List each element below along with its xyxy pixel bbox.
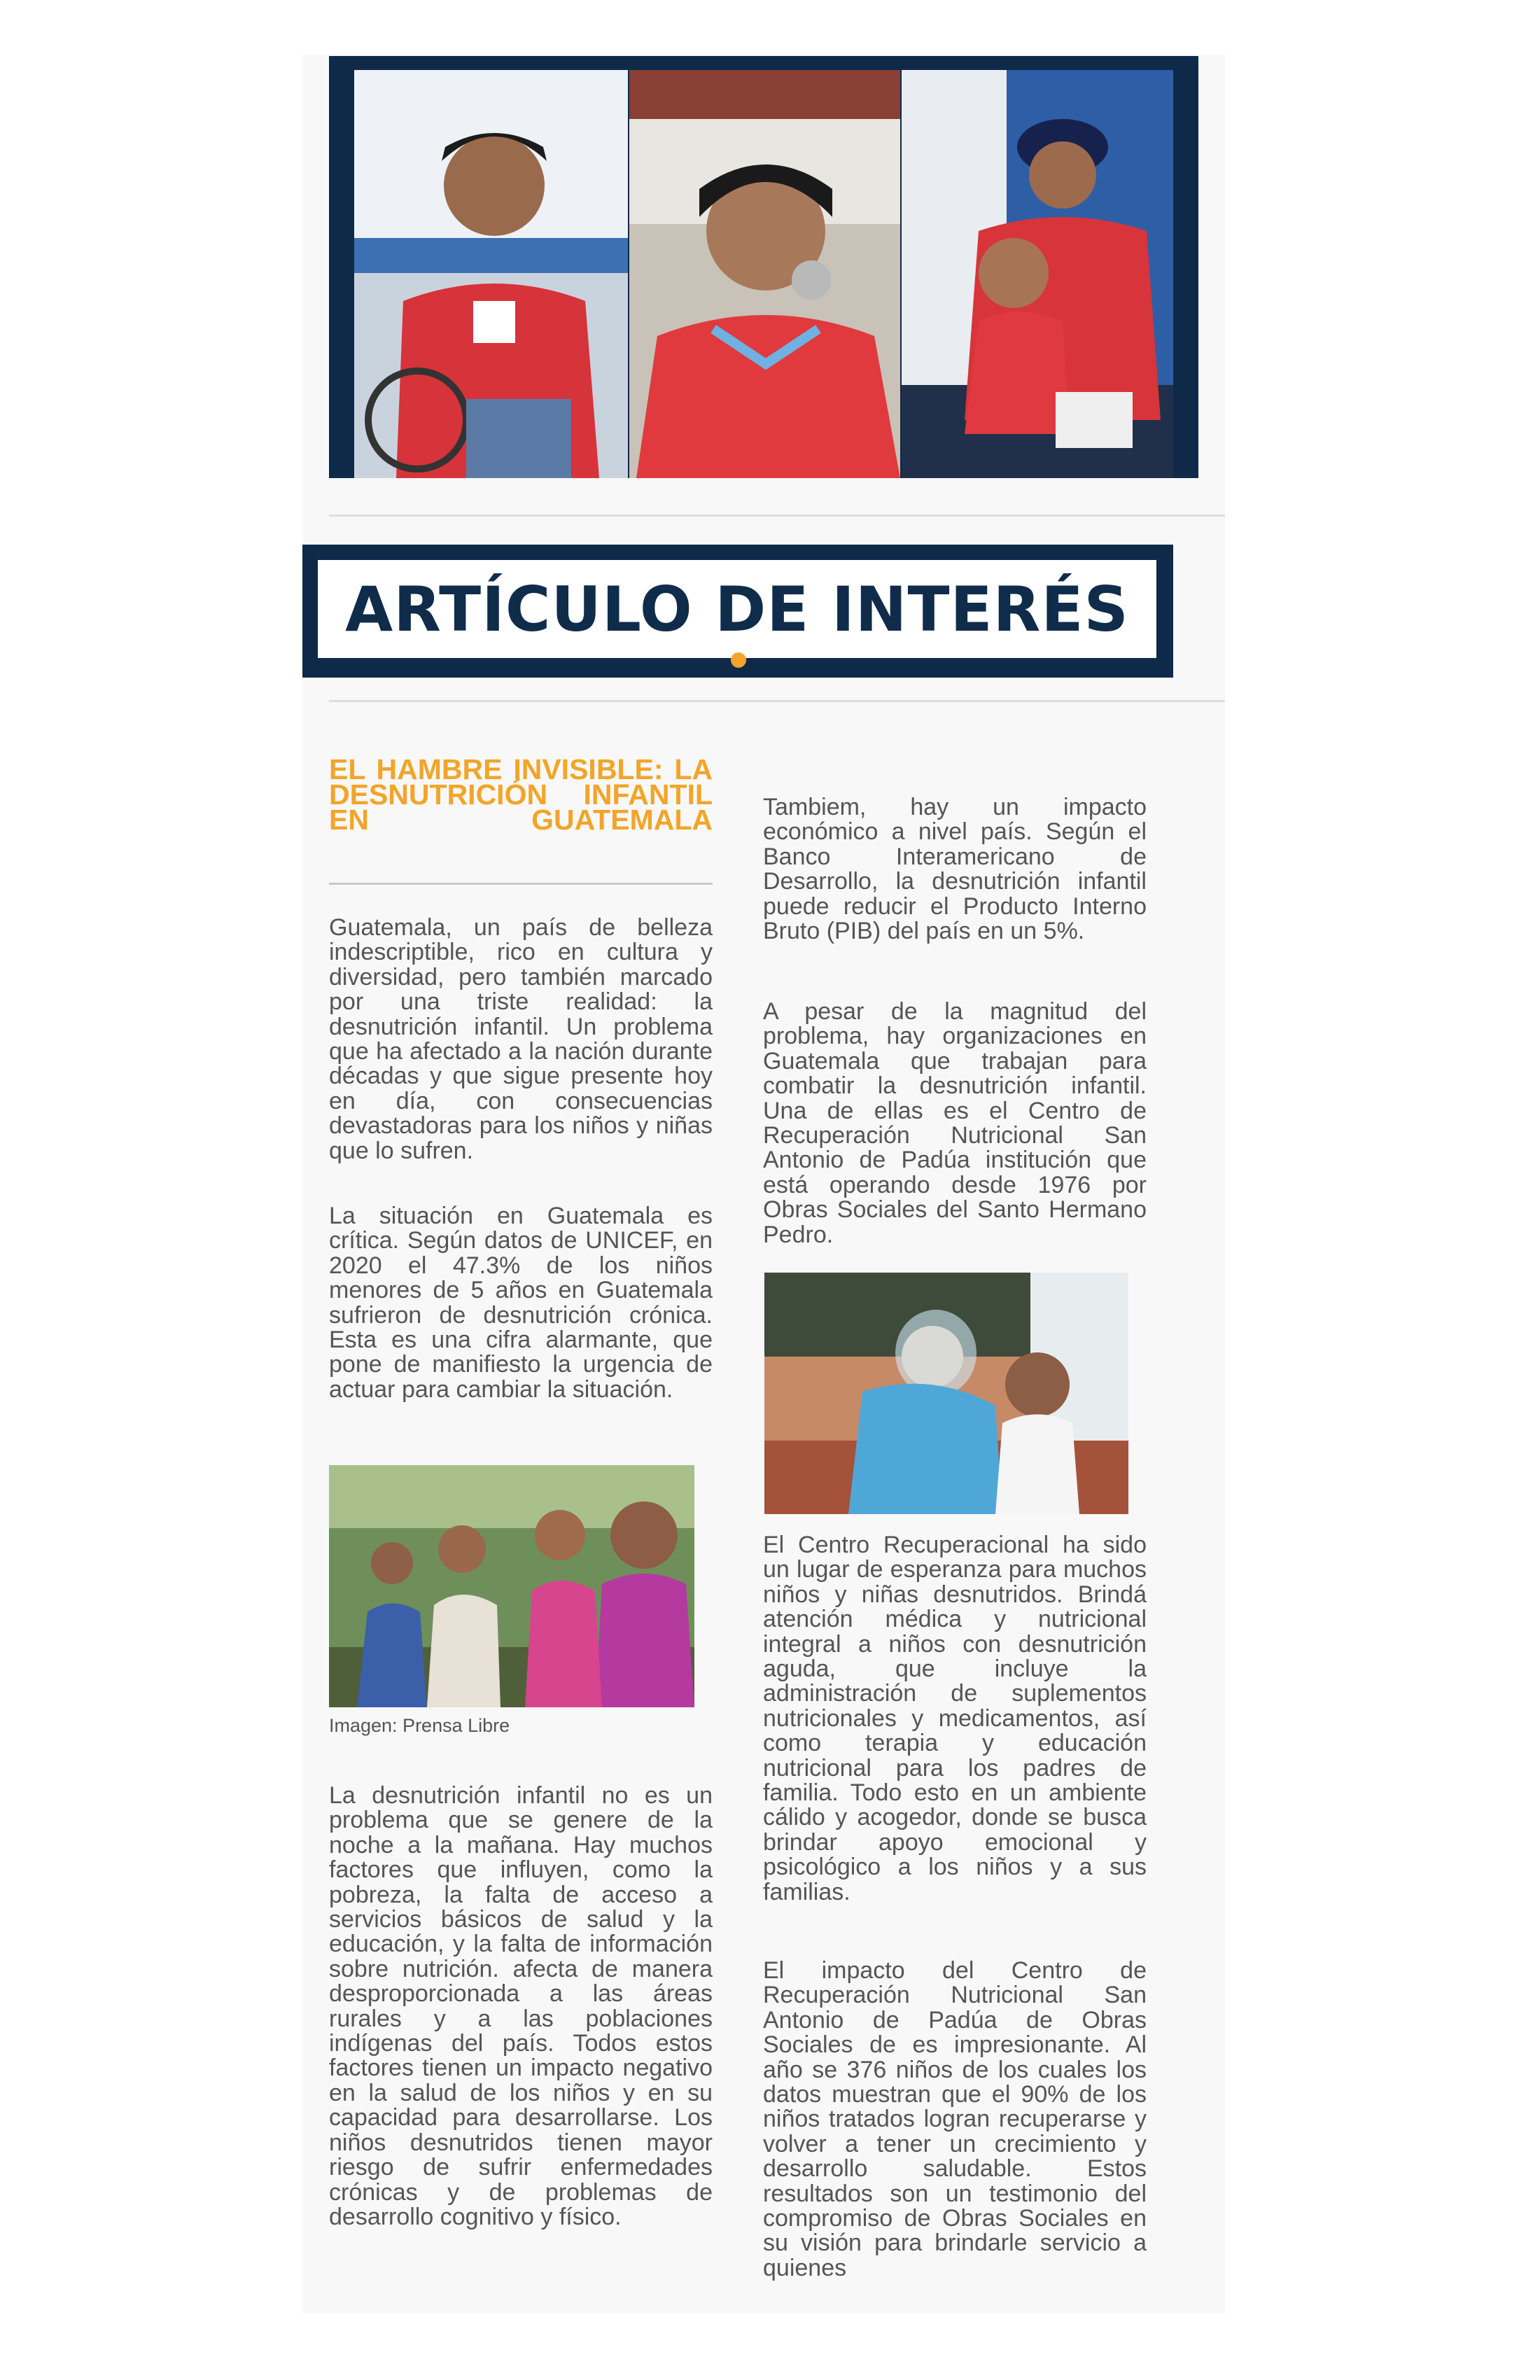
image-caption: Imagen: Prensa Libre	[329, 1715, 510, 1736]
paragraph-text: La situación en Guatemala es crítica. Según datos de UNICEF, en 2020 el 47.3% de los niños menores de 5 años en Guatemala sufrieron de desnutrición crónica. Esta es una cifra alarmante, que pone de manifiesto la urgencia de actuar para cambiar la situación.	[329, 1203, 713, 1403]
right-paragraph-4	[763, 1959, 1147, 2281]
paragraph-text: El Centro Recuperacional ha sido un lugar de esperanza para muchos niños y niñas desnutridos. Brindá atención médica y nutricional integral a niños con desnutrición aguda, que incluye la administración de suplementos nutricionales y medicamentos, así como terapia y educación nutricional para los padres de familia. Todo esto en un ambiente cálido y acogedor, donde se busca brindar apoyo emocional y psicológico a los niños y a sus familias.	[763, 1532, 1147, 1905]
banner-accent-dot	[731, 652, 746, 668]
right-paragraph-2	[763, 1000, 1147, 1247]
left-paragraph-2	[329, 1204, 713, 1402]
hero-photo-athlete-medal	[629, 70, 900, 478]
paragraph-text: A pesar de la magnitud del problema, hay organizaciones en Guatemala que trabajan para combatir la desnutrición infantil. Una de ellas es el Centro de Recuperación Nutricional San Antonio de Padúa institución que está operando desde 1976 por Obras Sociales del Santo Hermano Pedro.	[763, 998, 1147, 1248]
headline-underline	[329, 883, 713, 885]
photo-women-children	[329, 1465, 694, 1707]
paragraph-text: La desnutrición infantil no es un problema que se genere de la noche a la mañana. Hay muchos factores que influyen, como la pobreza, la falta de acceso a servicios básicos de salud y la educación, y la falta de información sobre nutrición. afecta de manera desproporcionada a las áreas rurales y a las poblaciones indígenas del país. Todos estos factores tienen un impacto negativo en la salud de los niños y en su capacidad para desarrollarse. Los niños desnutridos tienen mayor riesgo de sufrir enfermedades crónicas y de problemas de desarrollo cognitivo y físico.	[329, 1782, 713, 2230]
paragraph-text: Tambiem, hay un impacto económico a nivel país. Según el Banco Interamericano de Desarrollo, la desnutrición infantil puede reducir el Producto Interno Bruto (PIB) del país en un 5%.	[763, 794, 1147, 945]
photo-health-worker-child	[764, 1273, 1128, 1514]
hero-photo-athlete-wheelchair	[354, 70, 628, 478]
left-paragraph-1	[329, 916, 713, 1163]
article-headline: EL HAMBRE INVISIBLE: LA DESNUTRICIÓN INFANTIL EN GUATEMALA	[329, 753, 713, 836]
banner-inner	[318, 560, 1156, 658]
divider-top	[329, 514, 1225, 517]
banner-title: ARTÍCULO DE INTERÉS	[345, 573, 1129, 645]
paragraph-text: Guatemala, un país de belleza indescriptible, rico en cultura y diversidad, pero también marcado por una triste realidad: la desnutrición infantil. Un problema que ha afectado a la nación durante décadas y que sigue presente hoy en día, con consecuencias devastadoras para los niños y niñas que lo sufren.	[329, 914, 713, 1164]
hero-photo-frame	[329, 56, 1198, 478]
left-paragraph-3	[329, 1784, 713, 2230]
right-paragraph-3	[763, 1533, 1147, 1905]
newsletter-page	[302, 55, 1225, 2314]
divider-bottom	[329, 700, 1225, 702]
hero-photo-father-child	[902, 70, 1173, 478]
right-paragraph-1	[763, 795, 1147, 944]
paragraph-text: El impacto del Centro de Recuperación Nutricional San Antonio de Padúa de Obras Sociales de es impresionante. Al año se 376 niños de los cuales los datos muestran que el 90% de los niños tratados logran recuperarse y volver a tener un crecimiento y desarrollo saludable. Estos resultados son un testimonio del compromiso de Obras Sociales en su visión para brindarle servicio a quienes	[763, 1957, 1147, 2281]
